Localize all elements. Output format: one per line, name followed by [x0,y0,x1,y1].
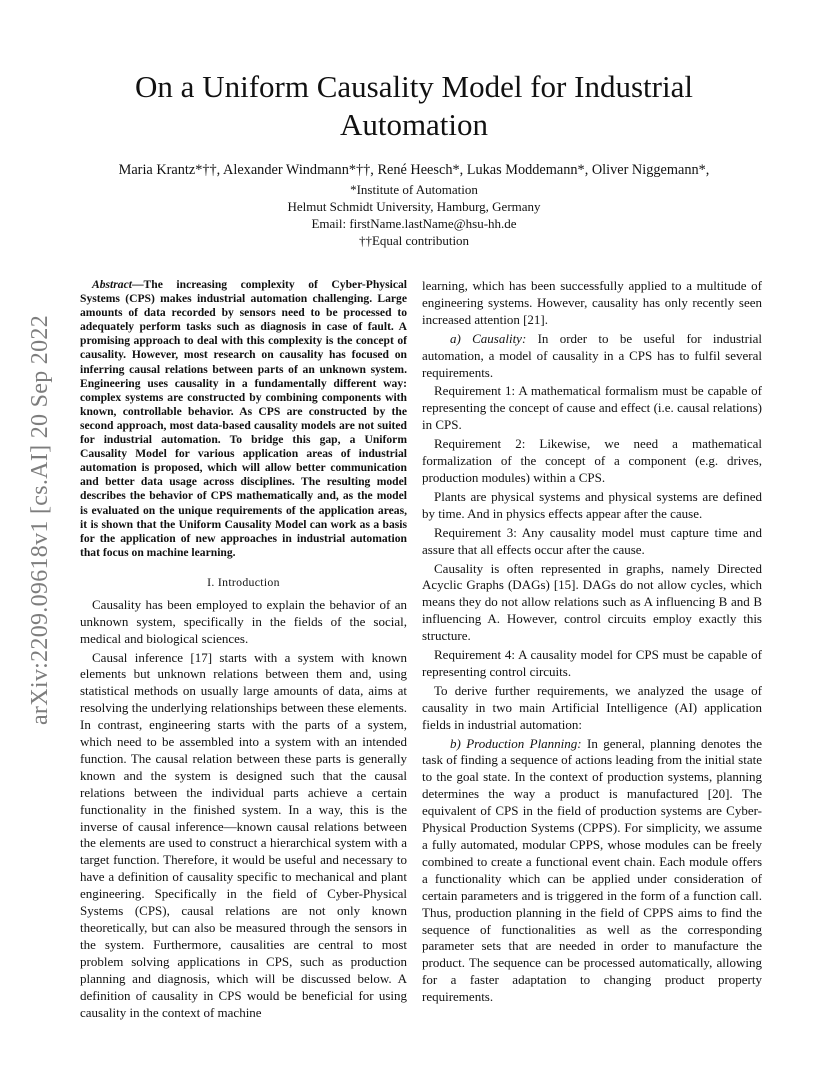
right-paragraph-continuation: learning, which has been successfully applied to a multitude of engineering systems. However, causality has only recently seen increased attention [21]. [422,278,762,327]
section-heading-introduction: I. Introduction [207,574,280,589]
affiliation-email: Email: firstName.lastName@hsu-hh.de [311,216,517,231]
causality-text: In order to be useful for industrial automation, a model of causality in a CPS has to fulfil several requirements. [422,330,762,380]
author-list: Maria Krantz*††, Alexander Windmann*††, René Heesch*, Lukas Moddemann*, Oliver Niggemann*, [118,162,710,178]
abstract-lead: Abstract [92,278,132,291]
left-column [80,278,407,1023]
affiliation-note: ††Equal contribution [358,233,470,248]
production-planning-text: In general, planning denotes the task of finding a sequence of actions leading from the initial state to the goal state. In the context of production systems, planning determines the way a product is manufactured [20]. The equivalent of CPS in the field of production systems are Cyber-Physical Production Systems (CPPS). For simplicity, we assume a fully automated, modular CPPS, whose modules can be freely combined to create a functional event chain. Each module offers a functionality which can be applied under consideration of certain parameters and is triggered in the form of a function call. Thus, production planning in the field of CPPS aims to find the sequence of functionalities as well as the corresponding parameter sets that are needed in order to manufacture the product. The sequence can be processed automatically, allowing for a faster adaptation to changing product property requirements. [422,735,762,1005]
intro-paragraph-1: Causality has been employed to explain the behavior of an unknown system, specifically in the fields of the social, medical and biological sciences. [80,596,407,646]
plants-paragraph: Plants are physical systems and physical systems are defined by time. And in physics effects appear after the cause. [422,488,762,521]
requirement-2: Requirement 2: Likewise, we need a mathematical formalization of the concept of a component (e.g. drives, production modules) within a CPS. [422,436,762,485]
derive-paragraph: To derive further requirements, we analyzed the usage of causality in two main Artificial Intelligence (AI) application fields in industrial automation: [422,682,762,732]
causality-paragraph [422,331,762,382]
paper-title: On a Uniform Causality Model for Industrial Automation [135,69,693,142]
requirement-3: Requirement 3: Any causality model must capture time and assure that all effects occur after the cause. [422,524,762,557]
production-planning-paragraph [422,736,762,1007]
intro-paragraph-2: Causal inference [17] starts with a system with known elements but unknown relations between them and, using statistical methods on usually large amounts of data, aims at resolving the underlying relationships between these elements. In contrast, engineering starts with the parts of a system, which need to be assembled into a system with an intended function. The causal relation between these parts is generally known and the system is designed such that the causal relations between the individual parts achieve a certain functionality in the finished system. In a way, this is the inverse of causal inference—known causal relations between the elements are used to construct a hierarchical system with a target function. Therefore, it would be useful and necessary to have a definition of causality specific to mechanical and plant engineering. Specifically in the field of Cyber-Physical Systems (CPS), causal relations are not only known theoretically, but can also be measured through the sensors in the system. Furthermore, causalities are central to most problem solving applications in CPS, such as production planning and diagnosis, which will be discussed below. A definition of causality in CPS would be beneficial for using causality in the context of machine [80,649,407,1020]
production-planning-label: b) Production Planning: [450,735,582,751]
dags-paragraph: Causality is often represented in graphs, namely Directed Acyclic Graphs (DAGs) [15]. DAGs do not allow cycles, which means they do not allow relations such as A influencing B and B influencing A. However, control circuits employ exactly this structure. [422,560,762,644]
requirement-4: Requirement 4: A causality model for CPS must be capable of representing control circuits. [422,647,762,679]
affiliation-institute: *Institute of Automation [350,182,478,197]
requirement-1: Requirement 1: A mathematical formalism must be capable of representing the concept of cause and effect (i.e. causal relations) in CPS. [422,383,762,433]
affiliation-university: Helmut Schmidt University, Hamburg, Germany [287,199,541,214]
right-column [422,278,762,1008]
abstract-text: —The increasing complexity of Cyber-Physical Systems (CPS) makes industrial automation challenging. Large amounts of data recorded by sensors need to be processed to adequately perform tasks such as diagnosis in case of fault. A promising approach to deal with this complexity is the concept of causality. However, most research on causality has focused on inferring causal relations between parts of an unknown system. Engineering uses causality in a fundamentally different way: complex systems are constructed by combining components with known, controllable behavior. As CPS are constructed by the second approach, most data-based causality models are not suited for industrial automation. To bridge this gap, a Uniform Causality Model for various application areas of industrial automation is proposed, which will allow better communication and better data usage across disciplines. The resulting model describes the behavior of CPS mathematically and, as the model is evaluated on the unique requirements of the application areas, it is shown that the Uniform Causality Model can work as a basis for the application of new approaches in industrial automation that focus on machine learning. [80,278,407,559]
arxiv-identifier: arXiv:2209.09618v1 [cs.AI] 20 Sep 2022 [27,315,53,726]
causality-label: a) Causality: [450,330,527,346]
abstract [80,278,407,560]
